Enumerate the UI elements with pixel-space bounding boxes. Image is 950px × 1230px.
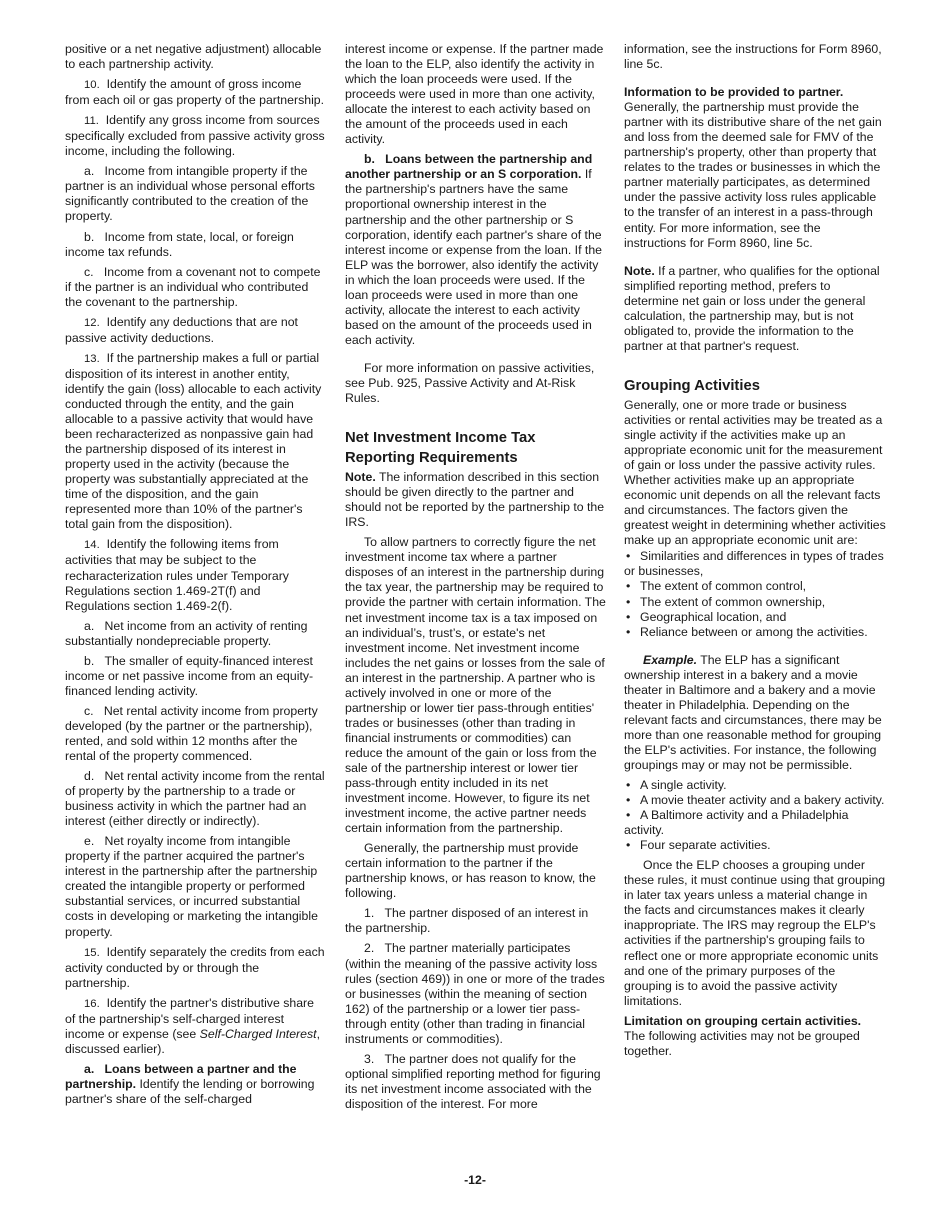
limitation-heading: Limitation on grouping certain activities.	[624, 1013, 862, 1028]
info-to-partner-heading: Information to be provided to partner.	[624, 85, 844, 100]
paragraph: Generally, one or more trade or business activities or rental activities may be treated as a single activity if the activities make up an appropriate economic unit for the measurement of gain or loss under the passive activity rules. Whether activities make up an appropriate economic unit depends on all the relevant facts and circumstances. The factors given the greatest weight in determining whether activities make up an appropriate economic unit are:	[624, 397, 886, 548]
list-item-12: 12. Identify any deductions that are not passive activity deductions.	[65, 314, 298, 345]
list-item-16a: a. Loans between a partner and the partnership. Identify the lending or borrowing partner's share of the self-charged	[65, 1061, 315, 1106]
paragraph-more-info: For more information on passive activities, see Pub. 925, Passive Activity and At-Risk Rules.	[345, 360, 595, 406]
note: Note. If a partner, who qualifies for the optional simplified reporting method, prefers to determine net gain or loss under the general calculation, the partnership may, but is not obligated to, provide the information to the partner at that partner's request.	[624, 263, 880, 353]
list-item-1: 1. The partner disposed of an interest in the partnership.	[345, 906, 589, 936]
list-item-11b: b. Income from state, local, or foreign income tax refunds.	[65, 229, 294, 259]
list-item: • A single activity.	[624, 778, 886, 793]
list-item: • The extent of common control,	[624, 579, 886, 594]
list-item-14: 14. Identify the following items from activities that may be subject to the recharacterization rules under Temporary Regulations section 1.469-2T(f) and Regulations section 1.469-2(f).	[65, 537, 289, 613]
paragraph: information, see the instructions for Form 8960, line 5c.	[624, 42, 882, 72]
paragraph: interest income or expense. If the partner made the loan to the ELP, also identify the activity in which the loan proceeds were used. If the proceeds were used in more than one activity, allocate the interest to each activity based on the amount of the proceeds used in each activity.	[345, 42, 604, 147]
note: Note. The information described in this section should be given directly to the partner and should not be reported by the partnership to the IRS.	[345, 470, 605, 530]
list-item: • Geographical location, and	[624, 610, 886, 625]
paragraph: Once the ELP chooses a grouping under these rules, it must continue using that grouping in later tax years unless a material change in the facts and circumstances makes it clearly inappropriate. The IRS may regroup the ELP's activities if the partnership's grouping fails to reflect one or more appropriate economic units and one of the primary purposes of the grouping is to avoid the passive activity limitations.	[624, 858, 886, 1008]
example: Example. The ELP has a significant ownership interest in a bakery and a movie theater in Baltimore and a bakery and a movie theater in Philadelphia. Depending on the relevant facts and circumstances, there may be more than one reasonable method for grouping the ELP's activities. For instance, the following groupings may or may not be permissible.	[624, 652, 882, 772]
factors-list	[624, 549, 886, 639]
list-item: • Similarities and differences in types of trades or businesses,	[624, 549, 886, 579]
list-item-10: 10. Identify the amount of gross income from each oil or gas property of the partnership.	[65, 77, 325, 108]
paragraph: Generally, the partnership must provide the partner with its distributive share of the net gain and loss from the deemed sale for FMV of the partnership's property, other than property that relates to the trades or businesses in which the partner materially participates, as determined under the passive activity loss rules applicable to the transfer of an interest in a pass-through entity. For more information, see the instructions for Form 8960, line 5c.	[624, 100, 882, 250]
section-heading-grouping: Grouping Activities	[624, 377, 760, 394]
list-item-16b: b. Loans between the partnership and another partnership or an S corporation. If the partnership's partners have the same proportional ownership interest in the partnership and the other partnership or S corporation, identify each partner's share of the interest income or expense from the loan. If the ELP was the borrower, also identify the activity in which the loan proceeds were used. If the loan proceeds were used in more than one activity, allocate the interest to each activity based on the amount of the proceeds used in each activity.	[345, 152, 603, 347]
list-item-14e: e. Net royalty income from intangible property if the partner acquired the partner's interest in the partnership after the partnership created the intangible property or performed substantial services, or incurred substantial costs in developing or marketing the intangible property.	[65, 834, 318, 939]
list-item-16: 16. Identify the partner's distributive share of the partnership's self-charged interest income or expense (see Self-Charged Interest, discussed earlier).	[65, 995, 320, 1056]
paragraph: The following activities may not be grouped together.	[624, 1028, 860, 1058]
column-1	[65, 42, 327, 1112]
list-item: • A Baltimore activity and a Philadelphia activity.	[624, 808, 886, 838]
list-item-3: 3. The partner does not qualify for the optional simplified reporting method for figuring its net investment income associated with the disposition of the interest. For more	[345, 1051, 601, 1111]
list-item-14d: d. Net rental activity income from the rental of property by the partnership to a trade or business activity in which the partner had an interest (either directly or indirectly).	[65, 769, 325, 829]
list-item-11c: c. Income from a covenant not to compete if the partner is an individual who contributed the covenant to the partnership.	[65, 264, 321, 309]
groupings-list	[624, 778, 886, 853]
list-item-14c: c. Net rental activity income from property developed (by the partner or the partnership), rented, and sold within 12 months after the rental of the property commenced.	[65, 703, 318, 764]
list-item: • The extent of common ownership,	[624, 595, 886, 610]
list-item-14a: a. Net income from an activity of renting substantially nondepreciable property.	[65, 618, 308, 648]
column-3	[624, 42, 886, 1064]
list-item-13: 13. If the partnership makes a full or partial disposition of its interest in another entity, identify the gain (loss) allocable to each activity conducted through the entity, and the gain allocable to a passive activity that would have been recharacterized as nonpassive gain had the partnership disposed of its interest in property used in the activity (because the property was substantially appreciated at the time of the disposition, and the gain represented more than 10% of the partner's total gain from the disposition).	[65, 350, 322, 532]
list-item-15: 15. Identify separately the credits from each activity conducted by or through the partnership.	[65, 944, 325, 990]
list-item: • Four separate activities.	[624, 838, 886, 853]
column-2	[345, 42, 607, 1117]
list-item: • Reliance between or among the activities.	[624, 625, 886, 640]
list-item-14b: b. The smaller of equity-financed interest income or net passive income from an equity-financed lending activity.	[65, 653, 314, 698]
page-number: -12-	[464, 1173, 486, 1187]
paragraph: positive or a net negative adjustment) allocable to each partnership activity.	[65, 42, 322, 72]
section-heading-niit: Net Investment Income Tax Reporting Requirements	[345, 430, 536, 467]
paragraph: To allow partners to correctly figure the net investment income tax where a partner disposes of an interest in the partnership during the tax year, the partnership may be required to provide the partner with certain information. The net investment income tax is a tax imposed on an individual’s, trust’s, or estate's net investment income. Net investment income includes the net gains or losses from the sale of an interest in the partnership. A partner who is actively involved in one or more of the partnership or lower tier pass-through entities' trades or businesses (other than trading in financial instruments or commodities) can reduce the amount of the gain or loss from the sale of the partnership interest or lower tier pass-through entity included in its net investment income. However, to figure its net investment income, the active partner needs certain information from the partnership.	[345, 535, 606, 836]
list-item-2: 2. The partner materially participates (within the meaning of the passive activity loss rules (section 469)) in one or more of the trades or businesses (within the meaning of section 162) of the partnership or a lower tier pass-through entity (other than trading in financial instruments or commodities).	[345, 941, 605, 1046]
list-item-11a: a. Income from intangible property if the partner is an individual whose personal efforts significantly contributed to the creation of the property.	[65, 164, 315, 224]
list-item: • A movie theater activity and a bakery activity.	[624, 793, 886, 808]
list-item-11: 11. Identify any gross income from sources specifically excluded from passive activity gross income, including the following.	[65, 113, 325, 159]
paragraph: Generally, the partnership must provide certain information to the partner if the partnership knows, or has reason to know, the following.	[345, 841, 596, 901]
